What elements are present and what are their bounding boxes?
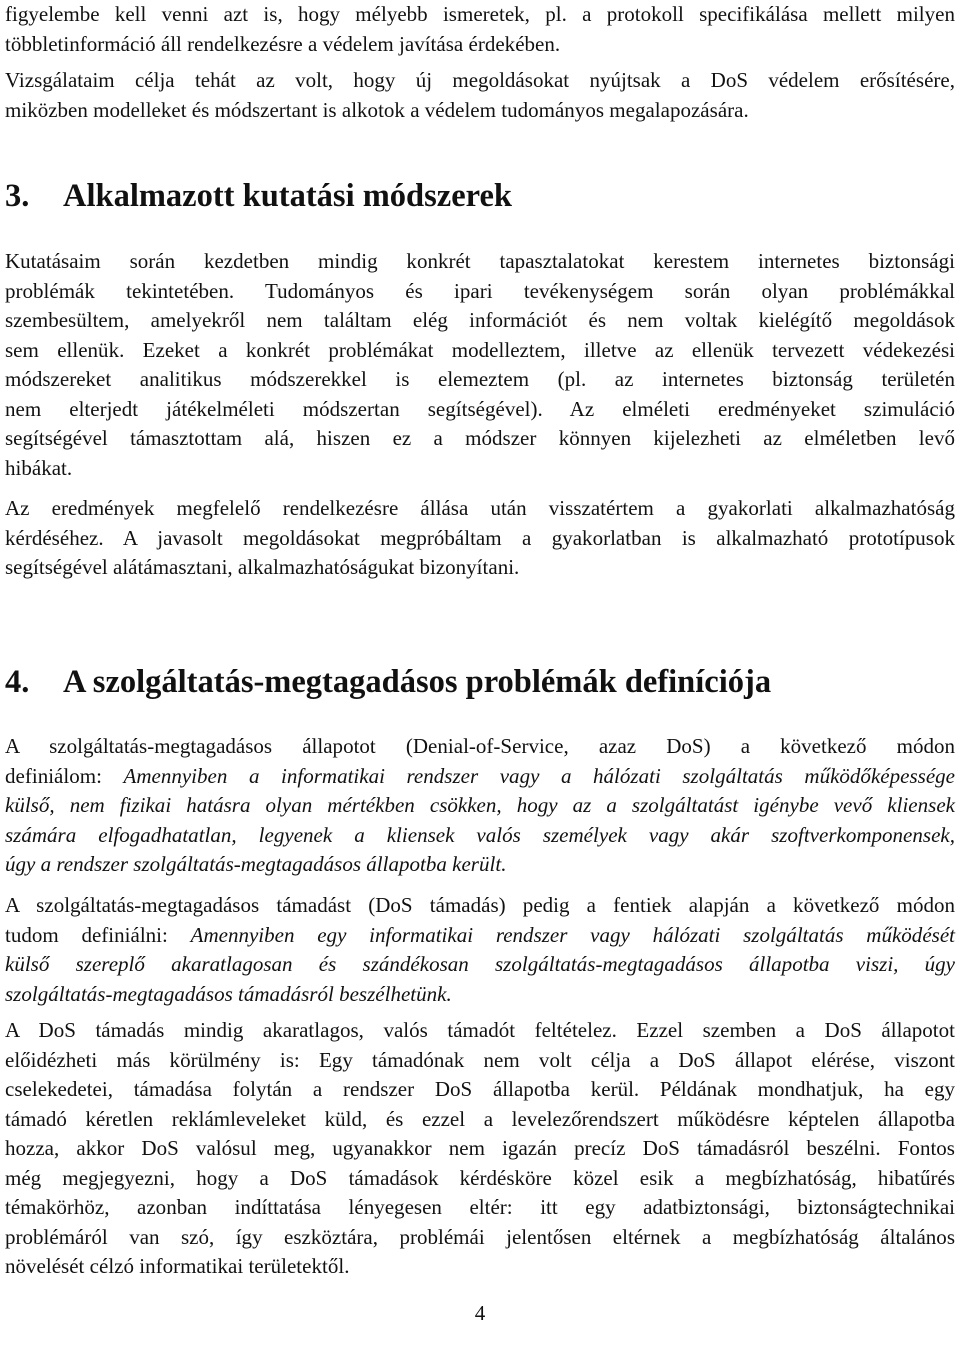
text-line: sem ellenük. Ezeket a konkrét problémákat modelleztem, illetve az ellenük tervezett védekezési (5, 337, 955, 362)
text-line: nem elterjedt játékelméleti módszertan segítségével). Az elméleti eredményeket szimuláció (5, 396, 955, 421)
text-line: többletinformáció áll rendelkezésre a védelem javítása érdekében. (5, 31, 561, 56)
text-line (5, 980, 955, 1010)
text-line: Vizsgálataim célja tehát az volt, hogy új megoldásokat nyújtsak a DoS védelem erősítésére, (5, 68, 955, 92)
section-4-paragraph-1 (5, 732, 955, 880)
text-line: miközben modelleket és módszertant is alkotok a védelem tudományos megalapozására. (5, 97, 749, 122)
page-number: 4 (474, 1301, 486, 1325)
text-line: segítségével támasztottam alá, hiszen ez a módszer könnyen kijelezheti az elméletben levő (5, 426, 955, 450)
section-3-paragraph-2 (5, 494, 955, 583)
text-line (5, 762, 955, 792)
text-line: növelését célzó informatikai területektől. (5, 1254, 350, 1278)
italic-text-run: külső szereplő akaratlagosan és szándékosan szolgáltatás-megtagadásos állapotba viszi, úgy (5, 952, 955, 976)
text-line: A szolgáltatás-megtagadásos támadást (DoS támadás) pedig a fentiek alapján a következő módon (5, 893, 955, 917)
italic-text-run: Amennyiben egy informatikai rendszer vagy hálózati szolgáltatás működését (190, 922, 956, 947)
section-number: 4. (5, 664, 30, 700)
text-line: Kutatásaim során kezdetben mindig konkrét tapasztalatokat kerestem internetes biztonsági (5, 249, 955, 273)
text-line: A szolgáltatás-megtagadásos állapotot (Denial-of-Service, azaz DoS) a következő módon (5, 734, 955, 758)
section-3-paragraph-1 (5, 247, 955, 483)
intro-paragraph-2 (5, 66, 955, 125)
text-line: előidézheti más körülmény is: Egy támadónak nem volt célja a DoS állapot elérése, viszont (5, 1047, 955, 1072)
text-line: még megjegyezni, hogy a DoS támadások kérdésköre közel esik a megbízhatóság, hibatűrés (5, 1165, 955, 1190)
text-line: támadó kéretlen reklámleveleket küld, és ezzel a levelezőrendszert működésre képtelen állapotba (5, 1106, 955, 1131)
text-line: cselekedetei, támadása folytán a rendszer DoS állapotba kerül. Példának mondhatjuk, ha egy (5, 1077, 955, 1101)
text-line: módszereket analitikus módszerekkel is elemeztem (pl. az internetes biztonság területén (5, 367, 955, 391)
text-line: kérdéséhez. A javasolt megoldásokat megpróbáltam a gyakorlatban is alkalmazható prototípusok (5, 525, 955, 550)
text-line (5, 791, 955, 821)
text-line: segítségével alátámasztani, alkalmazhatóságukat bizonyítani. (5, 555, 520, 579)
section-title: A szolgáltatás-megtagadásos problémák definíciója (63, 664, 772, 700)
italic-text-run: szolgáltatás-megtagadásos támadásról beszélhetünk. (5, 981, 452, 1006)
text-line: szembesültem, amelyekről nem találtam elég információt és nem voltak kielégítő megoldások (5, 308, 955, 332)
text-run: tudom definiálni: (5, 922, 191, 947)
italic-text-run: számára elfogadhatatlan, legyenek a kliensek valós személyek vagy akár szoftverkomponensek, (5, 822, 955, 847)
text-line: hibákat. (5, 455, 73, 480)
text-line (5, 921, 955, 951)
italic-text-run: úgy a rendszer szolgáltatás-megtagadásos állapotba került. (5, 852, 507, 876)
text-line: hozza, akkor DoS valósul meg, ugyanakkor nem igazán precíz DoS támadásról beszélni. Fontos (5, 1136, 955, 1160)
section-4-paragraph-3 (5, 1016, 955, 1282)
text-line: problémáról van szó, így eszköztára, problémái jelentősen eltérnek a megbízhatóság általános (5, 1224, 955, 1249)
text-line (5, 950, 955, 980)
section-3-heading (5, 176, 512, 216)
text-line (5, 850, 955, 880)
text-line: problémák tekintetében. Tudományos és ipari tevékenységem során olyan problémákkal (5, 278, 955, 303)
text-line (5, 821, 955, 851)
intro-paragraphs (5, 0, 955, 59)
text-line: Az eredmények megfelelő rendelkezésre állása után visszatértem a gyakorlati alkalmazhatóság (5, 496, 955, 520)
italic-text-run: külső, nem fizikai hatásra olyan mértékben csökken, hogy az a szolgáltatást igénybe vevő kliensek (5, 793, 955, 817)
section-number: 3. (5, 178, 30, 214)
section-4-paragraph-2 (5, 891, 955, 1009)
section-4-heading (5, 662, 771, 702)
section-title: Alkalmazott kutatási módszerek (63, 178, 512, 214)
text-line: témakörhöz, azonban indíttatása lényegesen eltér: itt egy adatbiztonsági, biztonságtechnikai (5, 1195, 955, 1219)
text-line: figyelembe kell venni azt is, hogy mélyebb ismeretek, pl. a protokoll specifikálása mellett milyen (5, 2, 955, 26)
italic-text-run: Amennyiben a informatikai rendszer vagy a hálózati szolgáltatás működőképessége (123, 763, 955, 788)
text-line: A DoS támadás mindig akaratlagos, valós támadót feltételez. Ezzel szemben a DoS állapotot (5, 1018, 955, 1042)
text-run: definiálom: (5, 763, 124, 788)
